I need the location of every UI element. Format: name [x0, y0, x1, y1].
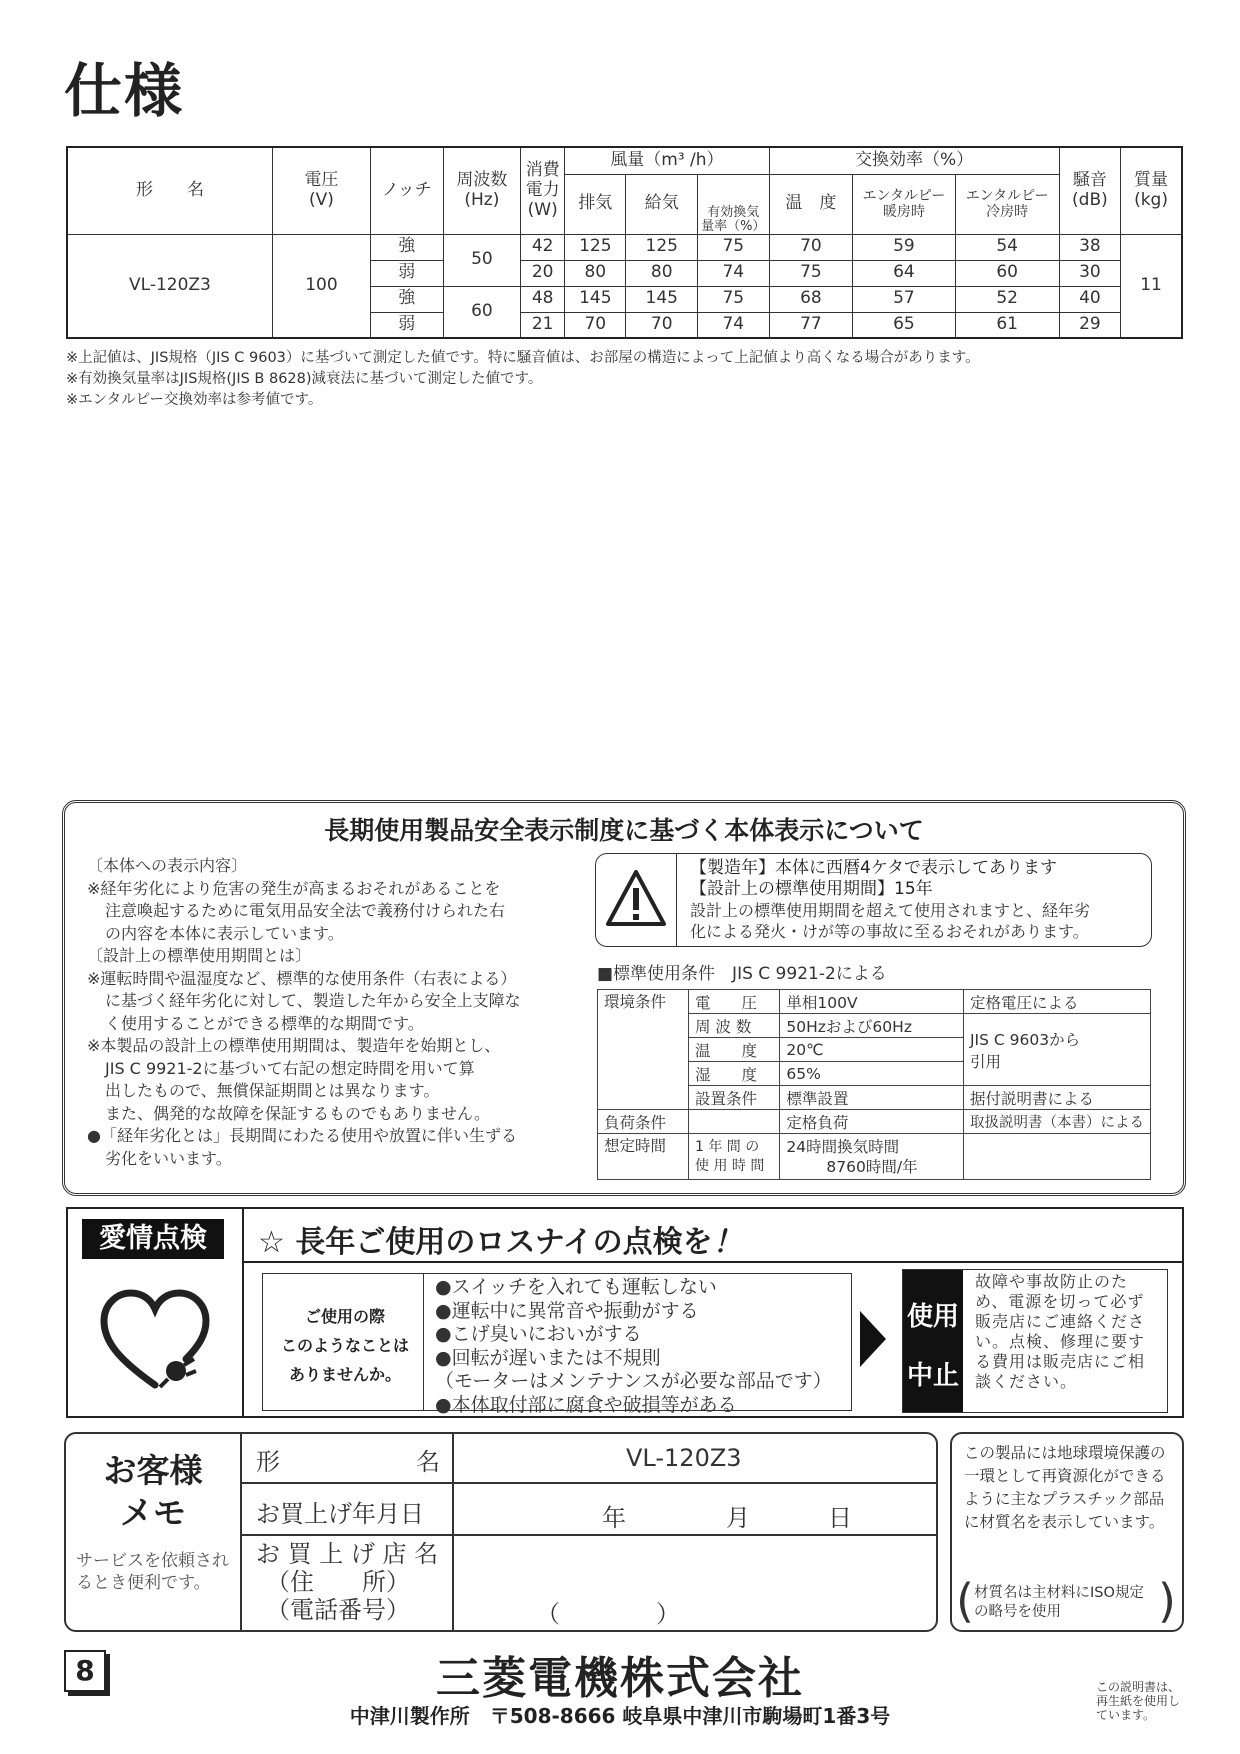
standard-conditions-title: ■標準使用条件 JIS C 9921-2による [597, 964, 887, 984]
header-model: 形 名 [67, 147, 272, 234]
spec-table [66, 146, 1183, 339]
inspection-box [66, 1207, 1184, 1418]
power-cell: 42 [521, 234, 565, 260]
notch-cell: 強 [371, 286, 444, 312]
company-address: 中津川製作所 〒508-8666 岐阜県中津川市駒場町1番3号 [349, 1704, 891, 1728]
store-label: お 買 上 げ 店 名 （住 所） （電話番号） [256, 1540, 439, 1624]
paren-right: ) [1158, 1574, 1176, 1628]
safety-line: 劣化をいいます。 [105, 1148, 232, 1168]
warning-line: 【設計上の標準使用期間】15年 [690, 879, 933, 899]
condition-ref: 定格電圧による [963, 990, 1150, 1014]
recycled-paper-note: この説明書は、再生紙を使用しています。 [1096, 1680, 1181, 1722]
supply-cell: 145 [626, 286, 698, 312]
load-cell: 負荷条件 [598, 1110, 689, 1134]
noise-cell: 40 [1059, 286, 1120, 312]
effective-cell: 75 [698, 234, 770, 260]
condition-label: 湿 度 [689, 1062, 780, 1086]
safety-line: また、偶発的な故障を保証するものでもありません。 [105, 1103, 490, 1123]
notch-cell: 強 [371, 234, 444, 260]
safety-line: 〔設計上の標準使用期間とは〕 [87, 946, 312, 965]
voltage-cell: 100 [272, 234, 370, 338]
list-item: ●スイッチを入れても運転しない [435, 1276, 717, 1298]
divider [240, 1534, 936, 1536]
recycle-text: この製品には地球環境保護の一環として再資源化ができるように主なプラスチック部品に材質名を表示しています。 [964, 1444, 1166, 1531]
header-effective: 有効換気 量率（%） [698, 174, 770, 234]
enthalpy-cooling-cell: 52 [955, 286, 1059, 312]
stop-use-text: 故障や事故防止のため、電源を切って必ず販売店にご連絡ください。点検、修理に要する費用は販売店にご相談ください。 [975, 1272, 1146, 1391]
header-enthalpy-cooling: エンタルピー 冷房時 [955, 174, 1059, 234]
temperature-cell: 70 [769, 234, 853, 260]
condition-value: 単相100V [780, 990, 964, 1014]
warning-box [595, 853, 1152, 947]
star-icon: ☆ [258, 1225, 285, 1260]
temperature-cell: 68 [769, 286, 853, 312]
condition-label: 設置条件 [689, 1086, 780, 1110]
safety-description [87, 855, 607, 1170]
exhaust-cell: 125 [565, 234, 626, 260]
condition-value: 標準設置 [780, 1086, 964, 1110]
condition-ref: 据付説明書による [963, 1086, 1150, 1110]
spec-note: ※エンタルピー交換効率は参考値です。 [66, 392, 323, 408]
power-cell: 21 [521, 312, 565, 338]
exhaust-cell: 145 [565, 286, 626, 312]
header-mass: 質量 (kg) [1121, 147, 1182, 234]
stop-use-label: 使用 中止 [903, 1270, 963, 1412]
effective-cell: 74 [698, 260, 770, 286]
supply-cell: 80 [626, 260, 698, 286]
header-efficiency: 交換効率（%） [769, 147, 1059, 174]
safety-title: 長期使用製品安全表示制度に基づく本体表示について [324, 816, 924, 845]
temperature-cell: 77 [769, 312, 853, 338]
supply-cell: 70 [626, 312, 698, 338]
warning-line: 化による発火・けが等の事故に至るおそれがあります。 [690, 922, 1089, 941]
safety-line: く使用することができる標準的な期間です。 [105, 1013, 424, 1033]
list-item: ●こげ臭いにおいがする [435, 1323, 642, 1345]
time-cell: 想定時間 [598, 1134, 689, 1180]
model-value: VL-120Z3 [626, 1444, 742, 1472]
day-label: 日 [828, 1504, 852, 1532]
supply-cell: 125 [626, 234, 698, 260]
header-airflow: 風量（m³ /h） [565, 147, 769, 174]
safety-line: JIS C 9921-2に基づいて右記の想定時間を用いて算 [105, 1058, 475, 1078]
noise-cell: 30 [1059, 260, 1120, 286]
list-item: ●回転が遅いまたは不規則 [435, 1346, 661, 1369]
condition-ref: JIS C 9603から 引用 [963, 1014, 1150, 1086]
page-number: 8 [64, 1650, 106, 1692]
model-cell: VL-120Z3 [67, 234, 272, 338]
spec-notes [66, 348, 980, 411]
memo-title: お客様 メモ [103, 1451, 203, 1532]
symptom-check-box [262, 1273, 852, 1416]
divider [240, 1434, 242, 1630]
warning-line: 【製造年】本体に西暦4ケタで表示してあります [690, 858, 1057, 878]
effective-cell: 74 [698, 312, 770, 338]
month-label: 月 [726, 1504, 750, 1532]
paren-left: ( [956, 1574, 974, 1628]
header-enthalpy-heating: エンタルピー 暖房時 [853, 174, 955, 234]
power-cell: 20 [521, 260, 565, 286]
inspection-label: 愛情点検 [82, 1219, 224, 1259]
safety-line: ※経年劣化により危害の発生が高まるおそれがあることを [87, 878, 501, 898]
noise-cell: 29 [1059, 312, 1120, 338]
enthalpy-heating-cell: 59 [853, 234, 955, 260]
list-item: ●本体取付部に腐食や破損等がある [435, 1393, 737, 1416]
list-item: ●運転中に異常音や振動がする [435, 1299, 699, 1322]
condition-label: 温 度 [689, 1038, 780, 1062]
exhaust-cell: 80 [565, 260, 626, 286]
warning-line: 設計上の標準使用期間を超えて使用されますと、経年劣 [690, 901, 1091, 920]
stop-use-box [902, 1269, 1168, 1413]
safety-line: ※本製品の設計上の標準使用期間は、製造年を始期とし、 [87, 1036, 501, 1055]
year-label: 年 [602, 1504, 626, 1532]
purchase-date-label: お買上げ年月日 [256, 1500, 424, 1528]
list-item: （モーターはメンテナンスが必要な部品です） [435, 1370, 832, 1392]
power-cell: 48 [521, 286, 565, 312]
temperature-cell: 75 [769, 260, 853, 286]
mass-cell: 11 [1121, 234, 1182, 338]
header-exhaust: 排気 [565, 174, 626, 234]
question-cell [263, 1274, 424, 1410]
safety-line: に基づく経年劣化に対して、製造した年から安全上支障な [105, 991, 521, 1010]
enthalpy-cooling-cell: 60 [955, 260, 1059, 286]
effective-cell: 75 [698, 286, 770, 312]
safety-line: ●「経年劣化とは」長期間にわたる使用や放置に伴い生ずる [87, 1126, 517, 1145]
noise-cell: 38 [1059, 234, 1120, 260]
condition-label: 周 波 数 [689, 1014, 780, 1038]
heart-plug-icon [98, 1287, 212, 1397]
enthalpy-heating-cell: 65 [853, 312, 955, 338]
warning-text [690, 858, 1090, 942]
recycle-note: 材質名は主材料にISO規定の略号を使用 [974, 1585, 1144, 1620]
safety-line: 〔本体への表示内容〕 [87, 856, 248, 875]
spec-note: ※有効換気量率はJIS規格(JIS B 8628)減衰法に基づいて測定した値です。 [66, 371, 543, 387]
exhaust-cell: 70 [565, 312, 626, 338]
page-title: 仕様 [64, 57, 185, 125]
condition-value: 20℃ [780, 1038, 964, 1062]
env-cell: 環境条件 [598, 990, 689, 1110]
enthalpy-cooling-cell: 54 [955, 234, 1059, 260]
customer-memo-box [64, 1432, 938, 1632]
condition-label: 電 圧 [689, 990, 780, 1014]
safety-line: ※運転時間や温湿度など、標準的な使用条件（右表による） [87, 968, 517, 988]
notch-cell: 弱 [371, 260, 444, 286]
divider [452, 1434, 454, 1630]
standard-conditions-table [597, 989, 1151, 1180]
memo-subtitle: サービスを依頼されるとき便利です。 [76, 1551, 229, 1593]
divider [240, 1482, 936, 1484]
enthalpy-heating-cell: 57 [853, 286, 955, 312]
frequency-cell: 50 [443, 234, 521, 286]
header-voltage: 電圧 (V) [272, 147, 370, 234]
arrow-right-icon [858, 1309, 888, 1369]
spec-note: ※上記値は、JIS規格（JIS C 9603）に基づいて測定した値です。特に騒音値は、お部屋の構造によって上記値より高くなる場合があります。 [66, 350, 980, 366]
condition-ref: 取扱説明書（本書）による [963, 1110, 1150, 1134]
warning-icon [596, 854, 677, 946]
phone-field: （ ） [536, 1600, 680, 1628]
header-frequency: 周波数 (Hz) [443, 147, 521, 234]
header-noise: 騒音 (dB) [1059, 147, 1120, 234]
divider [244, 1261, 1182, 1263]
model-label: 名 [416, 1448, 440, 1476]
question-text: ご使用の際 このようなことは ありませんか。 [280, 1307, 409, 1384]
enthalpy-heating-cell: 64 [853, 260, 955, 286]
frequency-cell: 60 [443, 286, 521, 338]
header-temperature: 温 度 [769, 174, 853, 234]
condition-value: 24時間換気時間 8760時間/年 [780, 1134, 964, 1180]
table-row [67, 234, 1182, 260]
notch-cell: 弱 [371, 312, 444, 338]
condition-value: 定格負荷 [780, 1110, 964, 1134]
enthalpy-cooling-cell: 61 [955, 312, 1059, 338]
symptom-list [435, 1276, 832, 1417]
divider [242, 1209, 244, 1416]
inspection-heading: ☆ 長年ご使用のロスナイの点検を！ [258, 1225, 743, 1260]
header-power: 消費 電力 (W) [521, 147, 565, 234]
company-name: 三菱電機株式会社 [436, 1653, 804, 1704]
condition-label: 1 年 間 の 使 用 時 間 [689, 1134, 780, 1180]
recycle-box [950, 1432, 1184, 1632]
condition-value: 50Hzおよび60Hz [780, 1014, 964, 1038]
safety-line: 出したもので、無償保証期間とは異なります。 [105, 1081, 440, 1100]
safety-line: 注意喚起するために電気用品安全法で義務付けられた右 [105, 901, 506, 920]
condition-value: 65% [780, 1062, 964, 1086]
header-notch: ノッチ [371, 147, 444, 234]
model-label: 形 [256, 1448, 280, 1476]
safety-line: の内容を本体に表示しています。 [105, 923, 344, 943]
long-term-safety-box [62, 800, 1186, 1196]
header-supply: 給気 [626, 174, 698, 234]
